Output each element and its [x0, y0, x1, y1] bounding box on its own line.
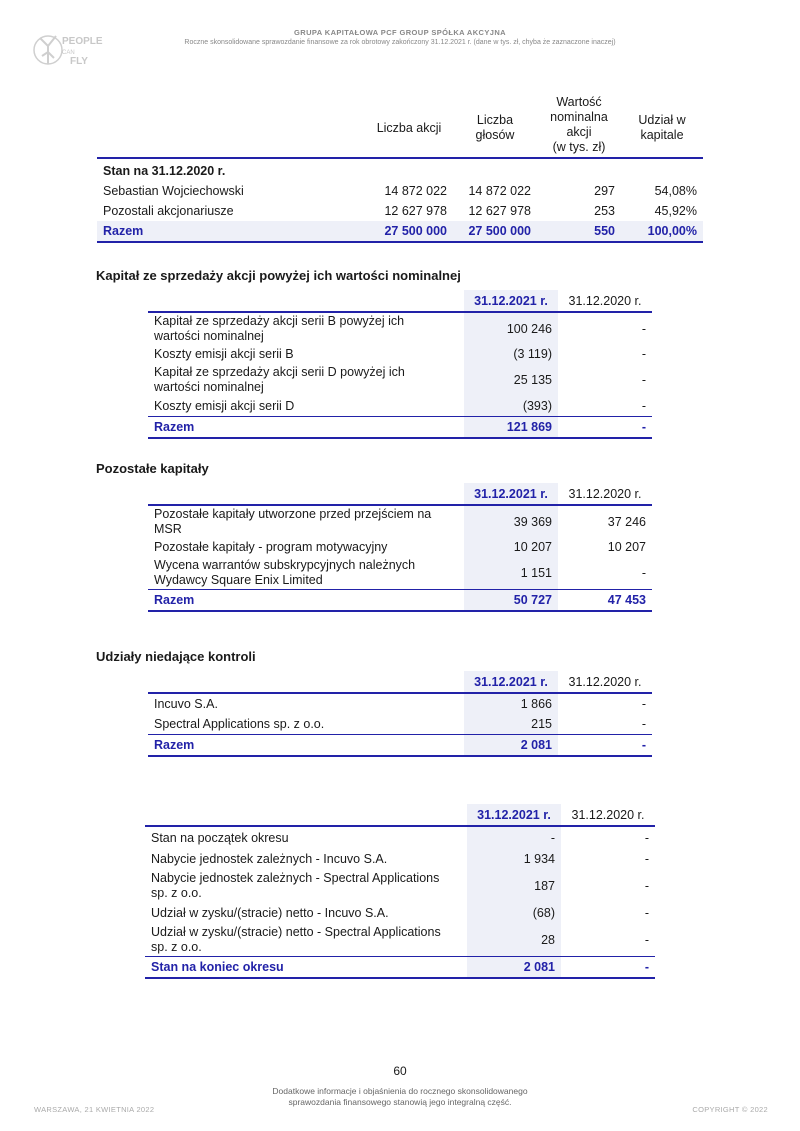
col-header-2021: 31.12.2021 r. [467, 804, 561, 826]
total-row [148, 417, 652, 439]
footer-note-line1: Dodatkowe informacje i objaśnienia do rocznego skonsolidowanego [272, 1086, 528, 1096]
header-subtitle: Roczne skonsolidowane sprawozdanie finansowe za rok obrotowy zakończony 31.12.2021 r. (dane w tys. zł, chyba że zaznaczone inaczej) [184, 39, 616, 46]
logo-text-can: CAN [62, 50, 75, 56]
table-row [97, 201, 703, 221]
row-label: Udział w zysku/(stracie) netto - Spectral Applications sp. z o.o. [151, 924, 441, 954]
table-row [145, 826, 655, 848]
table-row [148, 557, 652, 589]
col-header-votes: Liczba głosów [475, 113, 515, 142]
cell-2020: 37 246 [607, 514, 646, 529]
total-label: Razem [148, 735, 464, 757]
total-2020: 47 453 [558, 589, 652, 611]
total-shares: 27 500 000 [365, 221, 453, 242]
cell-2021: 10 207 [464, 537, 558, 557]
cell-2021: 1 934 [467, 848, 561, 870]
row-label: Stan na początek okresu [151, 830, 289, 845]
cell-shares: 12 627 978 [384, 204, 447, 218]
row-label: Nabycie jednostek zależnych - Incuvo S.A. [151, 852, 388, 866]
cell-2020: - [641, 565, 646, 580]
total-2021: 2 081 [467, 956, 561, 978]
row-label: Udział w zysku/(stracie) netto - Incuvo S.A. [151, 906, 389, 920]
cell-share-pct: 45,92% [654, 204, 697, 218]
col-header-2020: 31.12.2020 r. [561, 804, 655, 826]
total-2021: 2 081 [464, 735, 558, 757]
row-label: Pozostałe kapitały utworzone przed przejściem na MSR [154, 506, 432, 536]
footer-location-date: WARSZAWA, 21 KWIETNIA 2022 [34, 1105, 155, 1114]
col-header-2020: 31.12.2020 r. [558, 671, 652, 693]
cell-nominal: 253 [594, 204, 615, 218]
section-title-other-capital: Pozostałe kapitały [96, 461, 209, 476]
total-2021: 50 727 [464, 589, 558, 611]
cell-2020: - [641, 373, 646, 387]
col-header-2021: 31.12.2021 r. [464, 290, 558, 312]
col-header-2021: 31.12.2021 r. [464, 671, 558, 693]
row-label: Pozostałe kapitały - program motywacyjny [154, 540, 388, 554]
table-row [148, 396, 652, 417]
section-title-premium: Kapitał ze sprzedaży akcji powyżej ich wartości nominalnej [96, 268, 461, 283]
total-nominal: 550 [537, 221, 621, 242]
col-header-nominal: Wartość nominalna akcji (w tys. zł) [550, 95, 608, 154]
cell-2021: 215 [464, 714, 558, 735]
table-row [145, 924, 655, 956]
table-row [148, 693, 652, 714]
cell-2020: - [644, 830, 649, 845]
cell-2020: - [644, 879, 649, 893]
table-row [145, 870, 655, 902]
cell-2020: - [644, 852, 649, 866]
cell-2020: - [641, 697, 646, 711]
cell-votes: 14 872 022 [468, 184, 531, 198]
cell-2020: - [641, 717, 646, 731]
section-title-nci: Udziały niedające kontroli [96, 649, 256, 664]
total-2020: - [558, 735, 652, 757]
row-label: Koszty emisji akcji serii B [154, 347, 294, 361]
total-2021: 121 869 [464, 417, 558, 439]
cell-2020: - [641, 347, 646, 361]
table-row [148, 537, 652, 557]
footer-copyright: COPYRIGHT © 2022 [692, 1105, 768, 1114]
footer-note-line2: sprawozdania finansowego stanowią jego integralną część. [288, 1097, 512, 1107]
cell-2021: 187 [467, 870, 561, 902]
cell-nominal: 297 [594, 184, 615, 198]
row-label: Wycena warrantów subskrypcyjnych należnych Wydawcy Square Enix Limited [154, 557, 416, 587]
table-row [148, 344, 652, 364]
total-share-pct: 100,00% [621, 221, 703, 242]
page-number: 60 [393, 1064, 407, 1078]
cell-2021: (3 119) [464, 344, 558, 364]
cell-2020: 10 207 [607, 540, 646, 554]
total-row [97, 221, 703, 242]
logo-text-people: PEOPLE [62, 36, 103, 47]
row-label: Kapitał ze sprzedaży akcji serii D powyżej ich wartości nominalnej [154, 365, 405, 394]
cell-shares: 14 872 022 [384, 184, 447, 198]
total-label: Razem [97, 221, 365, 242]
total-row [148, 735, 652, 757]
cell-2020: - [644, 932, 649, 947]
cell-2020: - [641, 321, 646, 336]
cell-2021: (393) [464, 396, 558, 417]
row-label: Nabycie jednostek zależnych - Spectral Applications sp. z o.o. [151, 871, 440, 900]
total-row [145, 956, 655, 978]
cell-2021: 28 [467, 924, 561, 956]
header-company: GRUPA KAPITAŁOWA PCF GROUP SPÓŁKA AKCYJNA [294, 28, 506, 37]
table-row [97, 181, 703, 201]
cell-2020: - [644, 906, 649, 920]
total-row [148, 589, 652, 611]
col-header-2021: 31.12.2021 r. [464, 483, 558, 505]
cell-2021: 1 151 [464, 557, 558, 589]
nci-table [148, 671, 652, 757]
col-header-2020: 31.12.2020 r. [558, 290, 652, 312]
cell-share-pct: 54,08% [654, 184, 697, 198]
cell-2021: 1 866 [464, 693, 558, 714]
nci-movement-table [145, 804, 655, 979]
section-label: Stan na 31.12.2020 r. [97, 158, 365, 181]
cell-votes: 12 627 978 [468, 204, 531, 218]
total-label: Stan na koniec okresu [145, 956, 467, 978]
logo-text-fly: FLY [70, 56, 88, 67]
col-header-shares: Liczba akcji [376, 121, 442, 135]
premium-table [148, 290, 652, 439]
row-label: Koszty emisji akcji serii D [154, 399, 295, 413]
col-header-share-pct: Udział w kapitale [638, 113, 686, 142]
row-label: Spectral Applications sp. z o.o. [154, 717, 325, 731]
table-row [148, 714, 652, 735]
cell-2021: - [467, 826, 561, 848]
row-label: Pozostali akcjonariusze [103, 204, 234, 218]
cell-2021: 100 246 [464, 312, 558, 344]
table-row [148, 312, 652, 344]
total-2020: - [558, 417, 652, 439]
table-row [145, 848, 655, 870]
row-label: Incuvo S.A. [154, 697, 218, 711]
table-row [148, 505, 652, 537]
cell-2021: 25 135 [464, 364, 558, 396]
table-row [148, 364, 652, 396]
row-label: Kapitał ze sprzedaży akcji serii B powyżej ich wartości nominalnej [154, 313, 405, 343]
cell-2021: 39 369 [464, 505, 558, 537]
other-capital-table [148, 483, 652, 612]
table-row [145, 902, 655, 924]
total-2020: - [561, 956, 655, 978]
total-label: Razem [148, 589, 464, 611]
cell-2020: - [641, 399, 646, 413]
total-label: Razem [148, 417, 464, 439]
col-header-2020: 31.12.2020 r. [558, 483, 652, 505]
total-votes: 27 500 000 [453, 221, 537, 242]
cell-2021: (68) [467, 902, 561, 924]
shareholders-table [97, 95, 703, 243]
row-label: Sebastian Wojciechowski [103, 184, 244, 198]
